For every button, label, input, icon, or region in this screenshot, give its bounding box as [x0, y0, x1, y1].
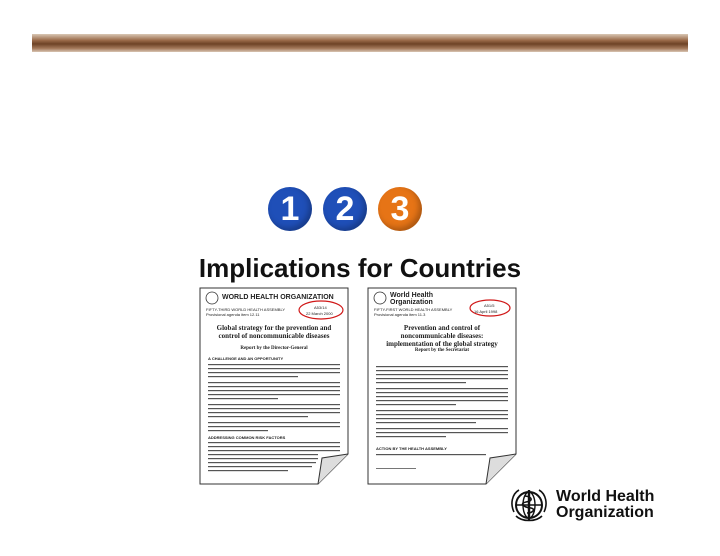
doc2-heading: Prevention and control of noncommunicable diseases: implementation of the global strategy — [386, 324, 498, 348]
badge-two: 2 — [323, 187, 367, 231]
slide-title: Implications for Countries — [198, 253, 522, 283]
doc1-heading: Global strategy for the prevention and control of noncommunicable diseases — [216, 324, 332, 340]
doc1-date: 22 March 2000 — [306, 311, 333, 316]
doc1-section1: A CHALLENGE AND AN OPPORTUNITY — [208, 356, 284, 361]
number-badges — [268, 187, 422, 231]
doc1-header-left2: Provisional agenda item 12.11 — [206, 312, 260, 317]
doc1-org: WORLD HEALTH ORGANIZATION — [222, 294, 334, 301]
who-logo-line1: World Health — [556, 488, 655, 505]
doc2-section1: ACTION BY THE HEALTH ASSEMBLY — [376, 446, 447, 451]
doc2-header-left2: Provisional agenda item 11.3 — [374, 312, 426, 317]
doc1-section2: ADDRESSING COMMON RISK FACTORS — [208, 435, 286, 440]
who-logo-wordmark — [556, 489, 654, 521]
doc2-header-left: FIFTY-FIRST WORLD HEALTH ASSEMBLY — [374, 307, 453, 312]
doc2-ref: A51/5 — [484, 303, 495, 308]
badge-one: 1 — [268, 187, 312, 231]
who-logo — [508, 484, 654, 526]
badge-three: 3 — [378, 187, 422, 231]
who-logo-line2: Organization — [556, 504, 654, 521]
doc1-header-left: FIFTY-THIRD WORLD HEALTH ASSEMBLY — [206, 307, 286, 312]
document-thumbnail-1 — [198, 286, 350, 486]
doc2-org: World Health Organization — [390, 292, 434, 306]
doc1-subheading: Report by the Director-General — [240, 346, 308, 351]
doc1-ref: A53/14 — [314, 305, 327, 310]
top-decorative-bar — [32, 34, 688, 52]
doc2-subheading: Report by the Secretariat — [414, 348, 470, 353]
who-emblem-icon — [508, 484, 550, 526]
doc2-date: 16 April 1998 — [474, 309, 498, 314]
document-thumbnail-2 — [366, 286, 518, 486]
